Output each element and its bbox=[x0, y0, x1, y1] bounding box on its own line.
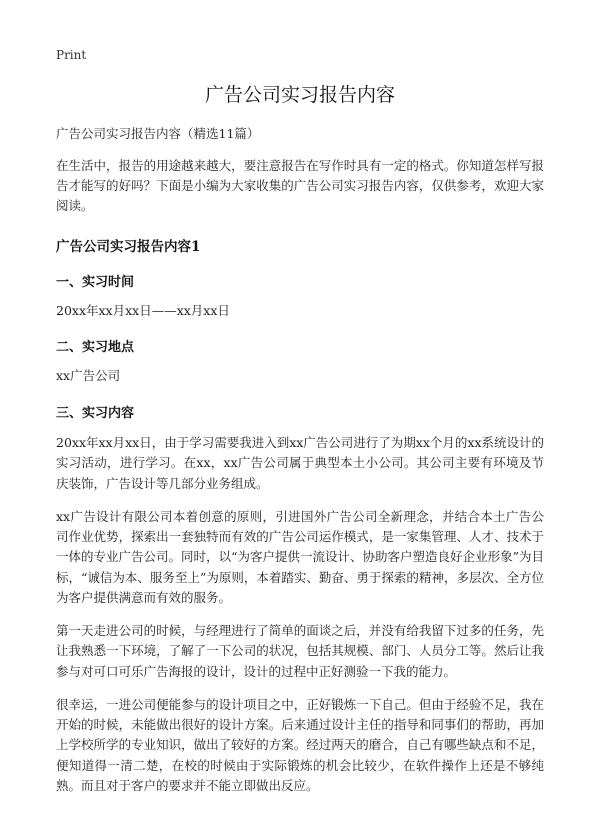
time-value: 20xx年xx月xx日——xx月xx日 bbox=[56, 302, 230, 318]
document-subtitle: 广告公司实习报告内容（精选11篇） bbox=[56, 126, 260, 141]
content-heading: 三、实习内容 bbox=[56, 406, 135, 421]
place-value: xx广告公司 bbox=[56, 368, 121, 384]
content-paragraph-1: 20xx年xx月xx日，由于学习需要我进入到xx广告公司进行了为期xx个月的xx系统设计的实习活动，进行学习。在xx，xx广告公司属于典型本土小公司。其公司主要有环境及节庆装饰，广告设计等几部分业务组成。 bbox=[56, 435, 545, 491]
content-paragraph-3: 第一天走进公司的时候，与经理进行了简单的面谈之后，并没有给我留下过多的任务，先让我熟悉一下环境，了解了一下公司的状况，包括其规模、部门、人员分工等。然后让我参与对可口可乐广告海报的设计，设计的过程中正好测验一下我的能力。 bbox=[56, 623, 544, 679]
place-heading: 二、实习地点 bbox=[56, 340, 135, 356]
page-title: 广告公司实习报告内容 bbox=[204, 84, 395, 106]
print-link[interactable]: Print bbox=[56, 48, 87, 62]
time-heading: 一、实习时间 bbox=[56, 274, 135, 290]
intro-paragraph: 在生活中，报告的用途越来越大，要注意报告在写作时具有一定的格式。你知道怎样写报告才能写的好吗？下面是小编为大家收集的广告公司实习报告内容，仅供参考，欢迎大家阅读。 bbox=[56, 157, 544, 214]
section-heading: 广告公司实习报告内容1 bbox=[56, 238, 201, 255]
content-paragraph-2: xx广告设计有限公司本着创意的原则，引进国外广告公司全新理念，并结合本土广告公司作业优势，探索出一套独特而有效的广告公司运作模式，是一家集管理、人才、技术于一体的专业广告公司。同时，以“为客户提供一流设计、协助客户塑造良好企业形象”为目标，“诚信为本、服务至上”为原则，本着踏实、勤奋、勇于探索的精神，多层次、全方位为客户提供满意而有效的服务。 bbox=[56, 508, 544, 605]
content-paragraph-4: 很幸运，一进公司便能参与的设计项目之中，正好锻炼一下自己。但由于经验不足，我在开始的时候，未能做出很好的设计方案。后来通过设计主任的指导和同事们的帮助，再加上学校所学的专业知识，做出了较好的方案。经过两天的磨合，自己有哪些缺点和不足，便知道得一清二楚，在校的时候由于实际锻炼的机会比较少，在软件操作上还是不够纯熟。而且对于客户的要求并不能立即做出反应。 bbox=[56, 696, 544, 793]
